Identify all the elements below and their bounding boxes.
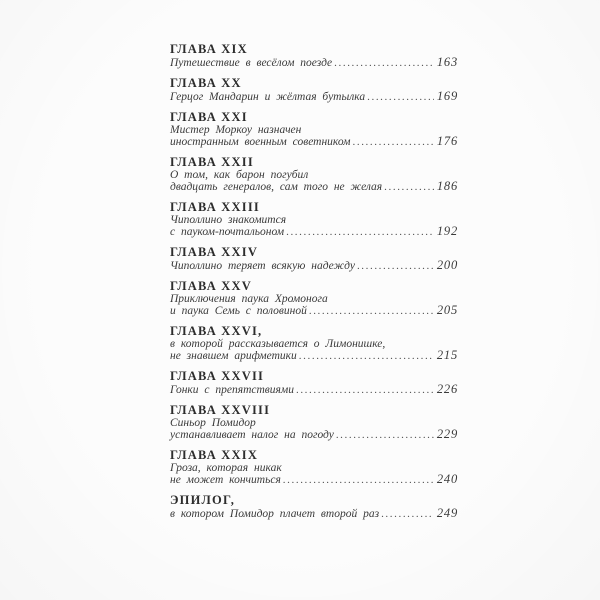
dot-leader — [357, 261, 434, 272]
chapter-title-row — [170, 226, 458, 238]
chapter-heading: ГЛАВА XXIV — [170, 245, 259, 259]
dot-leader — [367, 92, 434, 103]
chapter-heading: ГЛАВА XXIII — [170, 200, 260, 214]
toc-entry — [170, 369, 458, 396]
toc-list — [170, 42, 458, 520]
toc-entry — [170, 279, 458, 317]
page-number: 200 — [436, 258, 458, 272]
chapter-heading: ГЛАВА XXV — [170, 279, 252, 293]
page-number: 215 — [436, 348, 458, 362]
chapter-title-line: Приключения паука Хромонога — [170, 293, 328, 305]
dot-leader — [299, 351, 434, 362]
page-number: 205 — [436, 303, 458, 317]
chapter-title-line: с пауком-почтальоном — [170, 226, 285, 238]
chapter-title-line: в котором Помидор плачет второй раз — [170, 508, 380, 520]
chapter-title-line: Чиполлино знакомится — [170, 214, 287, 226]
chapter-title-row — [170, 260, 458, 272]
dot-leader — [381, 509, 434, 520]
page-number: 186 — [436, 179, 458, 193]
dot-leader — [296, 385, 434, 396]
dot-leader — [334, 58, 434, 69]
page-number: 163 — [436, 55, 458, 69]
chapter-title-row — [170, 305, 458, 317]
page-number: 192 — [436, 224, 458, 238]
chapter-title-line: не знавшем арифметики — [170, 350, 297, 362]
chapter-title-line: устанавливает налог на погоду — [170, 429, 334, 441]
chapter-title-row — [170, 508, 458, 520]
chapter-title-row — [170, 57, 458, 69]
chapter-title-line: Чиполлино теряет всякую надежду — [170, 260, 355, 272]
dot-leader — [384, 182, 434, 193]
chapter-title-line: иностранным военным советником — [170, 136, 351, 148]
page-number: 249 — [436, 506, 458, 520]
chapter-title-line: двадцать генералов, сам того не желая — [170, 181, 383, 193]
chapter-title-line: Путешествие в весёлом поезде — [170, 57, 333, 69]
toc-entry — [170, 76, 458, 103]
toc-entry — [170, 493, 458, 520]
chapter-title-line: и паука Семь с половиной — [170, 305, 307, 317]
toc-entry — [170, 403, 458, 441]
chapter-heading: ГЛАВА XXVIII — [170, 403, 271, 417]
chapter-heading: ГЛАВА XXI — [170, 110, 248, 124]
chapter-heading: ГЛАВА XIX — [170, 42, 248, 56]
chapter-title-row — [170, 474, 458, 486]
chapter-title-line: Синьор Помидор — [170, 417, 256, 429]
page-number: 240 — [436, 472, 458, 486]
chapter-heading: ГЛАВА XXII — [170, 155, 254, 169]
chapter-title-row — [170, 136, 458, 148]
chapter-heading: ГЛАВА XX — [170, 76, 242, 90]
toc-entry — [170, 448, 458, 486]
chapter-title-row — [170, 91, 458, 103]
chapter-title-line: О том, как барон погубил — [170, 169, 309, 181]
chapter-title-line: Гроза, которая никак — [170, 462, 282, 474]
toc-entry — [170, 200, 458, 238]
dot-leader — [286, 227, 434, 238]
toc-entry — [170, 155, 458, 193]
dot-leader — [283, 475, 434, 486]
chapter-title-row — [170, 384, 458, 396]
page-number: 229 — [436, 427, 458, 441]
chapter-title-line: в которой рассказывается о Лимонишке, — [170, 338, 386, 350]
dot-leader — [336, 430, 434, 441]
chapter-title-line: не может кончиться — [170, 474, 281, 486]
toc-entry — [170, 110, 458, 148]
toc-entry — [170, 42, 458, 69]
chapter-heading: ГЛАВА XXIX — [170, 448, 259, 462]
dot-leader — [309, 306, 434, 317]
chapter-heading: ЭПИЛОГ, — [170, 493, 236, 507]
toc-entry — [170, 324, 458, 362]
page-number: 226 — [436, 382, 458, 396]
chapter-title-row — [170, 181, 458, 193]
chapter-heading: ГЛАВА XXVII — [170, 369, 265, 383]
chapter-title-line: Гонки с препятствиями — [170, 384, 294, 396]
chapter-title-line: Мистер Моркоу назначен — [170, 124, 302, 136]
toc-entry — [170, 245, 458, 272]
page-number: 176 — [436, 134, 458, 148]
dot-leader — [353, 137, 434, 148]
chapter-title-row — [170, 350, 458, 362]
chapter-title-line: Герцог Мандарин и жёлтая бутылка — [170, 91, 366, 103]
chapter-title-row — [170, 429, 458, 441]
book-page — [170, 42, 458, 527]
chapter-heading: ГЛАВА XXVI, — [170, 324, 263, 338]
page-number: 169 — [436, 89, 458, 103]
